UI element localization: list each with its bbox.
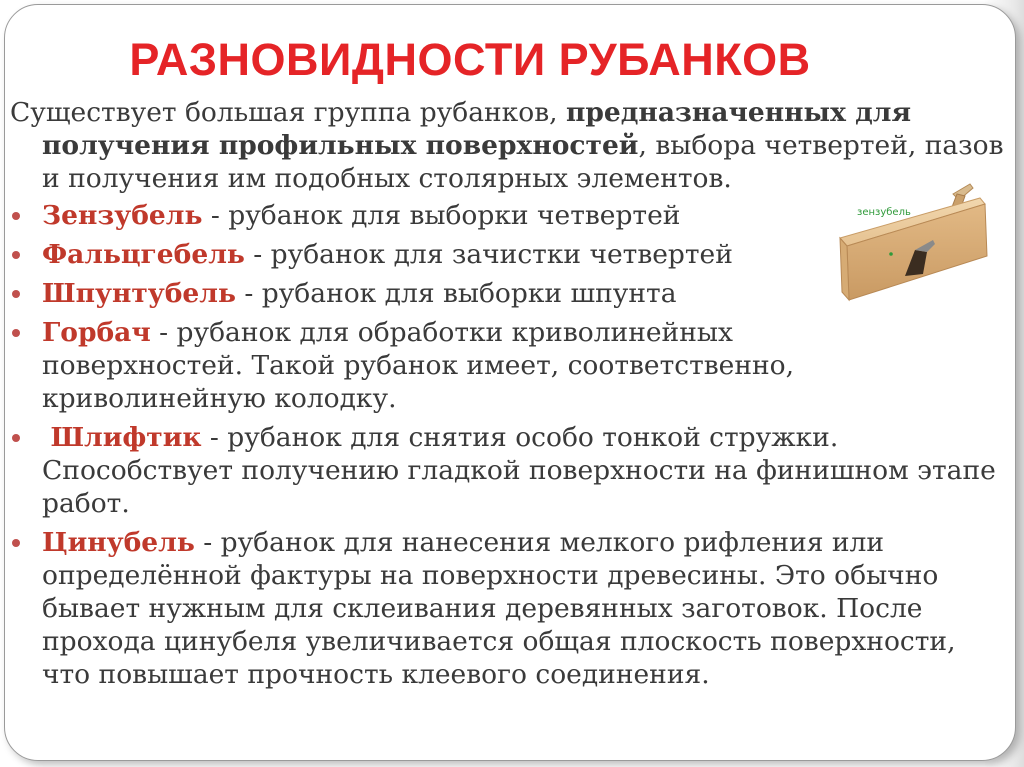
bullet-icon (12, 290, 20, 298)
slide-title: РАЗНОВИДНОСТИ РУБАНКОВ (129, 34, 811, 85)
plane-image (835, 180, 995, 310)
item-term: Фальцгебель (42, 239, 245, 270)
intro-suffix: , выбора четвертей, пазов и получения им подобных столярных элементов. (42, 130, 1004, 194)
item-text: - рубанок для зачистки четвертей (244, 239, 733, 270)
item-term: Зензубель (42, 200, 203, 231)
item-text: - рубанок для снятия особо тонкой стружки. Способствует получению гладкой поверхности на финишном этапе работ. (42, 422, 996, 519)
item-text: - рубанок для выборки шпунта (235, 278, 677, 309)
bullet-icon (12, 434, 20, 442)
bullet-icon (12, 329, 20, 337)
item-term: Шпунтубель (42, 278, 236, 309)
bullet-icon (12, 251, 20, 259)
intro-bold: предназначенных для получения профильных поверхностей (42, 97, 912, 161)
plane-label: зензубель (857, 207, 911, 218)
list-item (10, 421, 1010, 520)
item-term: Шлифтик (50, 422, 202, 453)
item-text: - рубанок для выборки четвертей (202, 200, 681, 231)
item-term: Цинубель (42, 527, 195, 558)
bullet-icon (12, 539, 20, 547)
list-item (10, 316, 1010, 415)
item-text: - рубанок для нанесения мелкого рифления или определённой фактуры на поверхности древесины. Это обычно бывает нужным для склеивания деревянных заготовок. После прохода цинубеля увеличивается общая плоскость поверхности, что повышает прочность клеевого соединения. (42, 527, 956, 690)
item-term: Горбач (42, 317, 151, 348)
intro-prefix: Существует большая группа рубанков, (10, 97, 566, 128)
item-text: - рубанок для обработки криволинейных поверхностей. Такой рубанок имеет, соответственно, криволинейную колодку. (42, 317, 795, 414)
bullet-icon (12, 212, 20, 220)
wood-plane-illustration (835, 180, 995, 310)
list-item (10, 526, 1010, 691)
